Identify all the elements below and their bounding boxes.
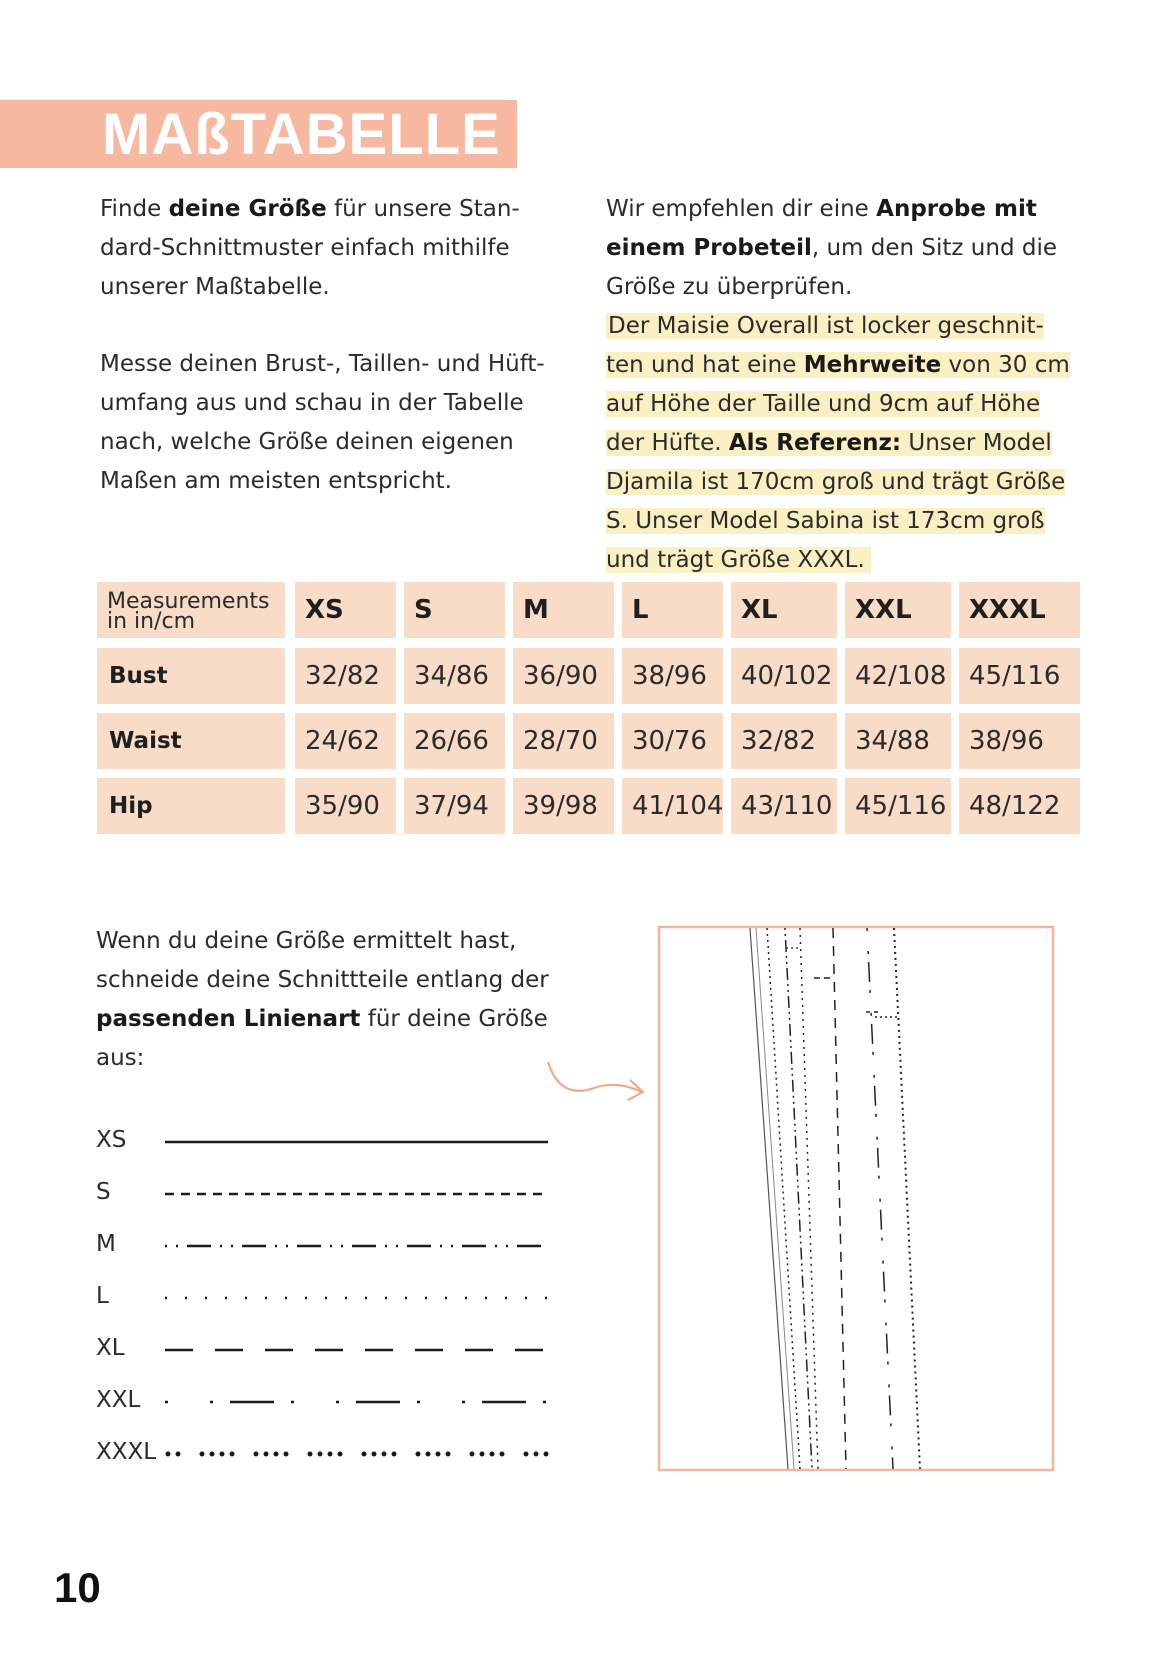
hip-s: 37/94 bbox=[404, 778, 505, 834]
row-label-bust: Bust bbox=[97, 648, 285, 704]
hip-m: 39/98 bbox=[513, 778, 614, 834]
measure-paragraph: Messe deinen Brust-, Taillen- und Hüft-umfang aus und schau in der Tabelle nach, welche Größe deinen eigenen Maßen am meisten entspricht. bbox=[100, 351, 545, 494]
page-number: 10 bbox=[54, 1564, 101, 1611]
bust-l: 38/96 bbox=[622, 648, 723, 704]
waist-l: 30/76 bbox=[622, 713, 723, 769]
hip-xl: 43/110 bbox=[731, 778, 837, 834]
size-header-xs: XS bbox=[295, 582, 396, 638]
legend-label-l: L bbox=[96, 1283, 109, 1309]
intro-text-end: für unsere Stan-dard-Schnittmuster einfach mithilfe unserer Maßtabelle. bbox=[100, 196, 520, 300]
cutting-text-end: für deine Größe aus: bbox=[96, 1006, 548, 1071]
bust-xs: 32/82 bbox=[295, 648, 396, 704]
recommendation-text: Wir empfehlen dir eine bbox=[606, 196, 877, 222]
waist-xl: 32/82 bbox=[731, 713, 837, 769]
legend-label-xxl: XXL bbox=[96, 1387, 141, 1413]
legend-label-xs: XS bbox=[96, 1127, 127, 1153]
waist-xs: 24/62 bbox=[295, 713, 396, 769]
fit-note-text: Der Maisie Overall ist locker geschnit-ten und hat eine bbox=[606, 313, 1044, 378]
table-corner-line2: in in/cm bbox=[107, 609, 196, 634]
waist-xxl: 34/88 bbox=[845, 713, 951, 769]
hip-xxl: 45/116 bbox=[845, 778, 951, 834]
fit-note-bold-reference: Als Referenz: bbox=[728, 430, 902, 456]
bust-xxl: 42/108 bbox=[845, 648, 951, 704]
table-corner-line1: Measurements bbox=[107, 589, 270, 614]
illustration-frame bbox=[659, 927, 1053, 1470]
row-label-hip: Hip bbox=[97, 778, 285, 834]
fit-note-text-2: von 30 cm auf Höhe der Taille und 9cm auf Höhe der Hüfte. bbox=[606, 352, 1070, 456]
size-header-xl: XL bbox=[731, 582, 837, 638]
cutting-bold: passenden Linienart bbox=[96, 1006, 361, 1032]
legend-label-xxxl: XXXL bbox=[96, 1439, 157, 1465]
waist-xxxl: 38/96 bbox=[959, 713, 1080, 769]
size-header-xxxl: XXXL bbox=[959, 582, 1080, 638]
recommendation-text-end: , um den Sitz und die Größe zu überprüfen. bbox=[606, 235, 1058, 300]
bust-xl: 40/102 bbox=[731, 648, 837, 704]
fit-note-text-3: Unser Model Djamila ist 170cm groß und trägt Größe S. Unser Model Sabina ist 173cm groß und trägt Größe XXXL. bbox=[606, 430, 1066, 573]
legend-label-m: M bbox=[96, 1231, 116, 1257]
fit-note-bold-ease: Mehrweite bbox=[803, 352, 942, 378]
size-header-l: L bbox=[622, 582, 723, 638]
size-header-xxl: XXL bbox=[845, 582, 951, 638]
bust-xxxl: 45/116 bbox=[959, 648, 1080, 704]
hip-xs: 35/90 bbox=[295, 778, 396, 834]
size-header-s: S bbox=[404, 582, 505, 638]
intro-bold: deine Größe bbox=[168, 196, 327, 222]
bust-s: 34/86 bbox=[404, 648, 505, 704]
hip-l: 41/104 bbox=[622, 778, 723, 834]
cutting-text: Wenn du deine Größe ermittelt hast, schneide deine Schnittteile entlang der bbox=[96, 928, 549, 993]
recommendation-bold: Anprobe mit einem Probeteil bbox=[606, 196, 1037, 261]
page-title: MAßTABELLE bbox=[102, 102, 501, 167]
hip-xxxl: 48/122 bbox=[959, 778, 1080, 834]
legend-label-xl: XL bbox=[96, 1335, 125, 1361]
curved-arrow bbox=[548, 1062, 642, 1092]
row-label-waist: Waist bbox=[97, 713, 285, 769]
waist-s: 26/66 bbox=[404, 713, 505, 769]
intro-text: Finde bbox=[100, 196, 169, 222]
waist-m: 28/70 bbox=[513, 713, 614, 769]
legend-label-s: S bbox=[96, 1179, 111, 1205]
bust-m: 36/90 bbox=[513, 648, 614, 704]
size-header-m: M bbox=[513, 582, 614, 638]
